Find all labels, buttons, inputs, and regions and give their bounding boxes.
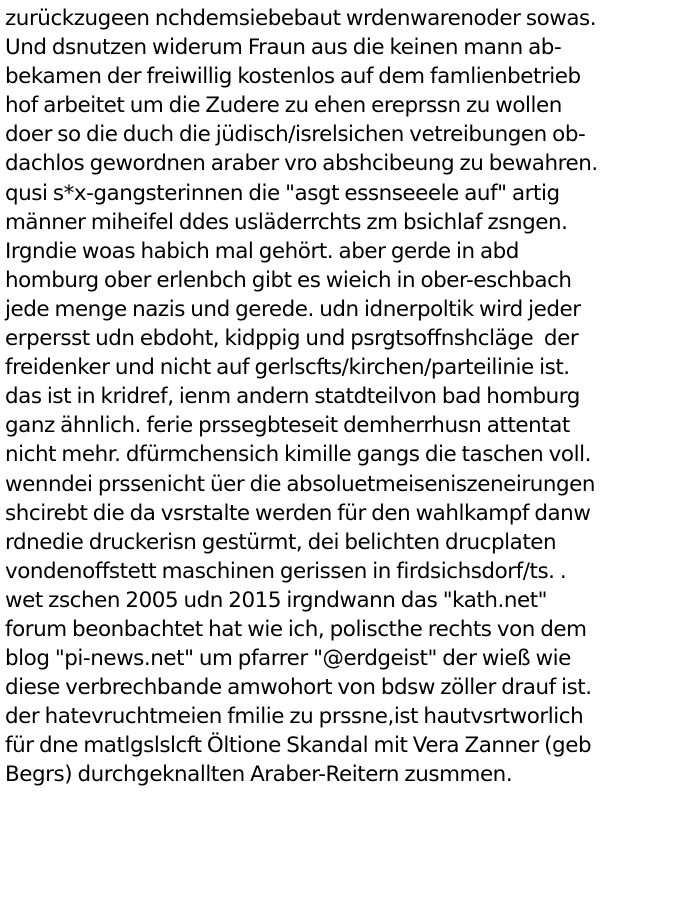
text-line-21: wet zschen 2005 udn 2015 irgndwann das "kath.net"	[5, 587, 548, 613]
text-line-23: blog "pi-news.net" um pfarrer "@erdgeist" der wieß wie	[5, 646, 571, 672]
text-line-6: dachlos gewordnen araber vro abshcibeung zu bewahren.	[5, 151, 598, 177]
text-line-25: der hatevruchtmeien fmilie zu prssne,ist hautvsrtworlich	[5, 704, 584, 730]
text-line-2: Und dsnutzen widerum Fraun aus die keinen mann ab-	[5, 35, 562, 61]
text-line-12: erpersst udn ebdoht, kidppig und psrgtsoffnshcläge der	[5, 326, 579, 352]
document-page	[5, 4, 681, 790]
text-line-3: bekamen der freiwillig kostenlos auf dem famlienbetrieb	[5, 64, 581, 90]
text-line-18: shcirebt die da vsrstalte werden für den wahlkampf danw	[5, 500, 591, 526]
text-line-14: das ist in kridref, ienm andern statdteilvon bad homburg	[5, 384, 580, 410]
text-line-7: qusi s*x-gangsterinnen die "asgt essnseeele auf" artig	[5, 180, 560, 206]
text-line-19: rdnedie druckerisn gestürmt, dei belichten drucplaten	[5, 529, 557, 555]
text-line-9: Irgndie woas habich mal gehört. aber gerde in abd	[5, 238, 519, 264]
text-line-20: vondenoffstett maschinen gerissen in firdsichsdorf/ts. .	[5, 558, 567, 584]
text-line-11: jede menge nazis und gerede. udn idnerpoltik wird jeder	[5, 296, 581, 322]
text-line-27: Begrs) durchgeknallten Araber-Reitern zusmmen.	[5, 762, 513, 788]
text-line-1: zurückzugeen nchdemsiebebaut wrdenwarenoder sowas.	[5, 6, 597, 31]
text-line-8: männer miheifel ddes usläderrchts zm bsichlaf zsngen.	[5, 209, 568, 235]
text-line-10: homburg ober erlenbch gibt es wieich in ober-eschbach	[5, 267, 572, 293]
text-line-22: forum beonbachtet hat wie ich, poliscthe rechts von dem	[5, 616, 587, 642]
text-line-4: hof arbeitet um die Zudere zu ehen ereprssn zu wollen	[5, 93, 562, 119]
text-line-16: nicht mehr. dfürmchensich kimille gangs die taschen voll.	[5, 442, 591, 468]
text-line-24: diese verbrechbande amwohort von bdsw zöller drauf ist.	[5, 675, 592, 701]
text-line-26: für dne matlgslslcft Öltione Skandal mit Vera Zanner (geb	[5, 733, 592, 759]
text-line-13: freidenker und nicht auf gerlscfts/kirchen/parteilinie ist.	[5, 355, 570, 381]
text-line-17: wenndei prssenicht üer die absoluetmeiseniszeneirungen	[5, 471, 596, 497]
text-line-15: ganz ähnlich. ferie prssegbteseit demherrhusn attentat	[5, 413, 570, 439]
text-line-5: doer so die duch die jüdisch/isrelsichen vetreibungen ob-	[5, 122, 586, 148]
